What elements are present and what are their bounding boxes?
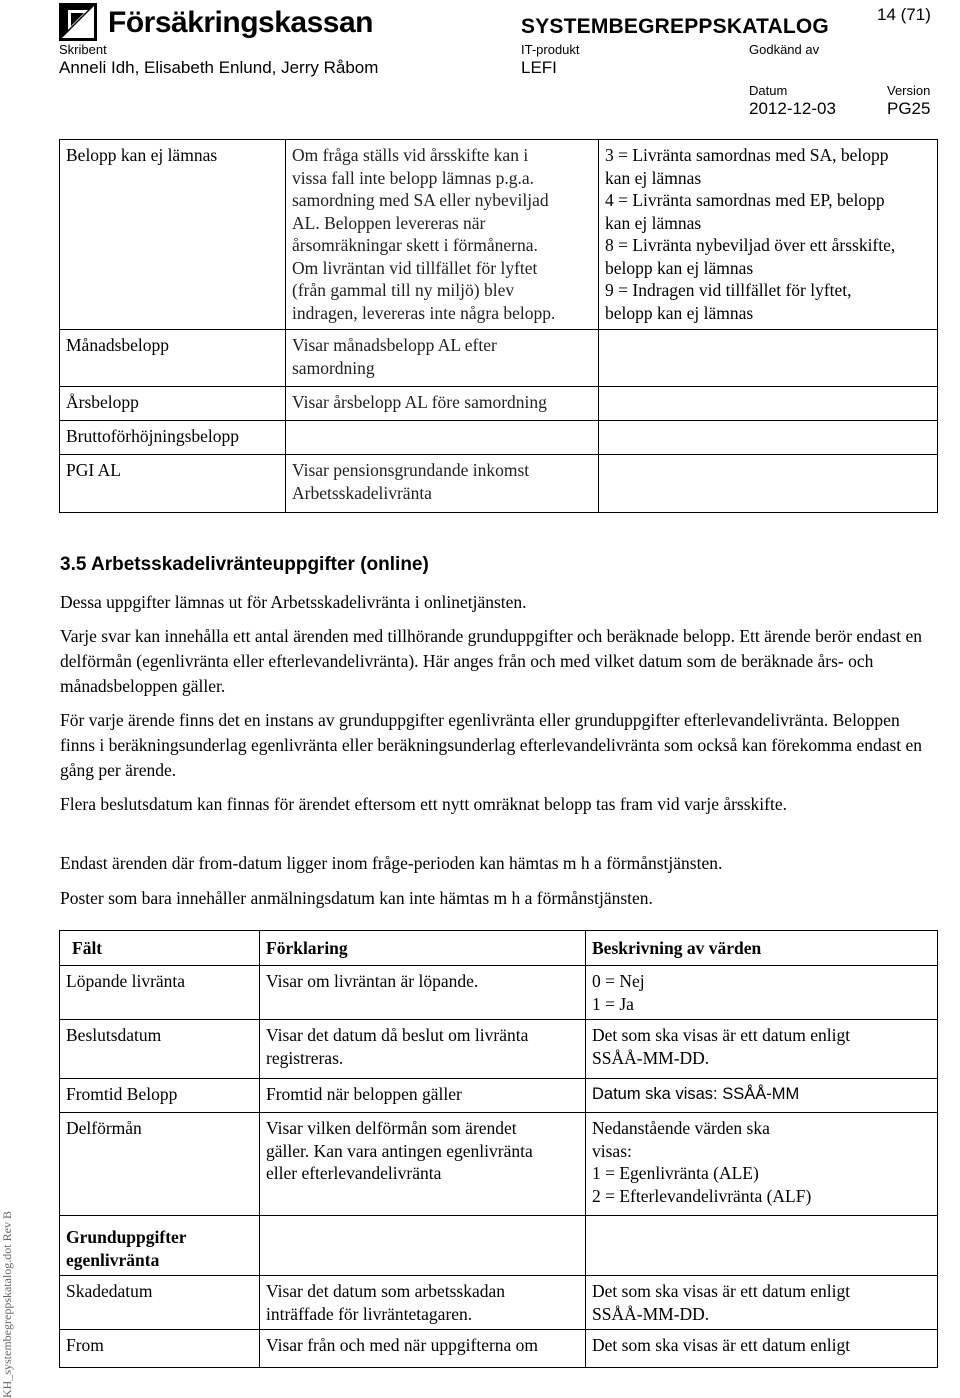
text-line: kan ej lämnas: [605, 212, 702, 233]
table-field-definitions-1: [59, 139, 938, 513]
text-line: registreras.: [266, 1047, 344, 1068]
table-row: [60, 455, 938, 513]
explanation-cell: [286, 421, 599, 455]
text-line: eller efterlevandelivränta: [266, 1163, 442, 1183]
text-line: 3 = Livränta samordnas med SA, belopp: [605, 145, 889, 165]
authors: Anneli Idh, Elisabeth Enlund, Jerry Råbom: [59, 58, 379, 77]
values-cell: [599, 330, 938, 387]
column-header: Förklaring: [260, 931, 586, 966]
table-row: [60, 140, 938, 330]
template-reference: KH_systembegreppskatalog.dot Rev B: [0, 1211, 14, 1398]
text-line: belopp kan ej lämnas: [605, 302, 754, 323]
datum-value: 2012-12-03: [749, 99, 836, 118]
field-cell: Årsbelopp: [60, 387, 286, 421]
forsakringskassan-logo-icon: [59, 3, 97, 41]
text-line: gäller. Kan vara antingen egenlivränta: [266, 1140, 533, 1161]
text-line: samordning: [292, 357, 375, 378]
paragraph: Flera beslutsdatum kan finnas för ärendet eftersom ett nytt omräknat belopp tas fram vid varje årsskifte.: [60, 794, 787, 814]
text-line: Datum ska visas: SSÅÅ-MM: [592, 1085, 800, 1103]
field-cell: Skadedatum: [60, 1276, 260, 1330]
explanation-cell: [286, 455, 599, 513]
text-line: Om livräntan vid tillfället för lyftet: [292, 257, 538, 278]
values-cell: [586, 1276, 938, 1330]
field-cell: Bruttoförhöjningsbelopp: [60, 421, 286, 455]
text-line: Visar årsbelopp AL före samordning: [292, 392, 547, 412]
text-line: Visar vilken delförmån som ärendet: [266, 1118, 517, 1138]
explanation-cell: [260, 1216, 586, 1276]
values-cell: [586, 1079, 938, 1113]
text-line: kan ej lämnas: [605, 167, 702, 188]
text-line: Fromtid när beloppen gäller: [266, 1084, 462, 1104]
text-line: Nedanstående värden ska: [592, 1118, 770, 1138]
values-cell: [599, 140, 938, 330]
table-row: [60, 1216, 938, 1276]
table-row: [60, 1113, 938, 1216]
godkand-label: Godkänd av: [749, 42, 820, 57]
section-heading: 3.5 Arbetsskadelivränteuppgifter (online): [60, 554, 429, 575]
column-header: Fält: [60, 931, 260, 966]
values-cell: [599, 387, 938, 421]
explanation-cell: [260, 1020, 586, 1079]
skribent-label: Skribent: [59, 42, 107, 57]
text-line: Visar det datum då beslut om livränta: [266, 1025, 529, 1045]
table-row: [60, 387, 938, 421]
text-line: SSÅÅ-MM-DD.: [592, 1047, 710, 1068]
text-line: vissa fall inte belopp lämnas p.g.a.: [292, 167, 535, 188]
text-line: Visar från och med när uppgifterna om: [266, 1335, 539, 1355]
values-cell: [586, 1113, 938, 1216]
paragraph: Endast ärenden där from-datum ligger inom fråge-perioden kan hämtas m h a förmånstjänsten.: [60, 853, 723, 873]
page-number: 14 (71): [877, 5, 931, 24]
explanation-cell: [260, 1113, 586, 1216]
explanation-cell: [260, 1276, 586, 1330]
text-line: Visar om livräntan är löpande.: [266, 971, 479, 991]
paragraph: Dessa uppgifter lämnas ut för Arbetsskadelivränta i onlinetjänsten.: [60, 592, 527, 612]
field-cell: Delförmån: [60, 1113, 260, 1216]
version-label: Version: [887, 83, 931, 98]
field-cell: Fromtid Belopp: [60, 1079, 260, 1113]
text-line: AL. Beloppen levereras när: [292, 212, 486, 233]
explanation-cell: [286, 330, 599, 387]
datum-label: Datum: [749, 83, 788, 98]
text-line: samordning med SA eller nybeviljad: [292, 190, 549, 210]
brand-name: Försäkringskassan: [108, 6, 373, 39]
text-line: 2 = Efterlevandelivränta (ALF): [592, 1185, 812, 1206]
itprodukt-value: LEFI: [521, 58, 557, 77]
table-row: [60, 330, 938, 387]
field-cell: From: [60, 1330, 260, 1368]
paragraph: För varje ärende finns det en instans av grunduppgifter egenlivränta eller grunduppgifter efterlevandelivränta. Beloppen finns i beräkningsunderlag egenlivränta eller beräkningsunderlag efterlevandelivränta som också kan förekomma endast en gång per ärende.: [60, 710, 923, 780]
text-line: indragen, levereras inte några belopp.: [292, 302, 556, 323]
explanation-cell: [260, 966, 586, 1020]
field-cell: Löpande livränta: [60, 966, 260, 1020]
explanation-cell: [260, 1330, 586, 1368]
table-row: [60, 1020, 938, 1079]
field-cell: Belopp kan ej lämnas: [60, 140, 286, 330]
table-row: [60, 1276, 938, 1330]
text-line: SSÅÅ-MM-DD.: [592, 1303, 710, 1324]
text-line: 4 = Livränta samordnas med EP, belopp: [605, 190, 885, 210]
table-header-row: [60, 931, 938, 966]
text-line: Det som ska visas är ett datum enligt: [592, 1025, 851, 1045]
explanation-cell: [260, 1079, 586, 1113]
explanation-cell: [286, 140, 599, 330]
text-line: belopp kan ej lämnas: [605, 257, 754, 278]
column-header: Beskrivning av värden: [586, 931, 938, 966]
values-cell: [586, 1330, 938, 1368]
paragraph: Poster som bara innehåller anmälningsdatum kan inte hämtas m h a förmånstjänsten.: [60, 888, 653, 908]
text-line: Arbetsskadelivränta: [292, 482, 432, 503]
text-line: (från gammal till ny miljö) blev: [292, 280, 515, 300]
text-line: 0 = Nej: [592, 971, 645, 991]
table-row: [60, 421, 938, 455]
values-cell: [586, 966, 938, 1020]
field-cell: PGI AL: [60, 455, 286, 513]
document-title: SYSTEMBEGREPPSKATALOG: [521, 15, 829, 38]
table-row: [60, 1330, 938, 1368]
values-cell: [586, 1216, 938, 1276]
table-field-definitions-2: [59, 930, 938, 1368]
values-cell: [586, 1020, 938, 1079]
text-line: årsomräkningar skett i förmånerna.: [292, 235, 538, 255]
text-line: Det som ska visas är ett datum enligt: [592, 1281, 851, 1301]
text-line: 8 = Livränta nybeviljad över ett årsskifte,: [605, 235, 896, 255]
text-line: Det som ska visas är ett datum enligt: [592, 1335, 851, 1355]
text-line: Om fråga ställs vid årsskifte kan i: [292, 145, 529, 165]
text-line: inträffade för livräntetagaren.: [266, 1303, 473, 1324]
text-line: 9 = Indragen vid tillfället för lyftet,: [605, 280, 852, 300]
itprodukt-label: IT-produkt: [521, 42, 580, 57]
version-value: PG25: [887, 99, 931, 118]
field-cell: Månadsbelopp: [60, 330, 286, 387]
field-cell: Grunduppgifter egenlivränta: [60, 1216, 260, 1276]
text-line: Visar det datum som arbetsskadan: [266, 1281, 506, 1301]
paragraph: Varje svar kan innehålla ett antal ärenden med tillhörande grunduppgifter och beräknade belopp. Ett ärende berör endast en delförmån (egenlivränta eller efterlevandelivränta). Här anges från och med vilket datum som de beräknade års- och månadsbeloppen gäller.: [60, 626, 923, 696]
text-line: 1 = Egenlivränta (ALE): [592, 1163, 759, 1183]
text-line: Visar månadsbelopp AL efter: [292, 335, 497, 355]
field-cell: Beslutsdatum: [60, 1020, 260, 1079]
text-line: Visar pensionsgrundande inkomst: [292, 460, 530, 480]
text-line: visas:: [592, 1140, 632, 1161]
text-line: 1 = Ja: [592, 993, 634, 1014]
explanation-cell: [286, 387, 599, 421]
values-cell: [599, 421, 938, 455]
table-row: [60, 1079, 938, 1113]
values-cell: [599, 455, 938, 513]
table-row: [60, 966, 938, 1020]
